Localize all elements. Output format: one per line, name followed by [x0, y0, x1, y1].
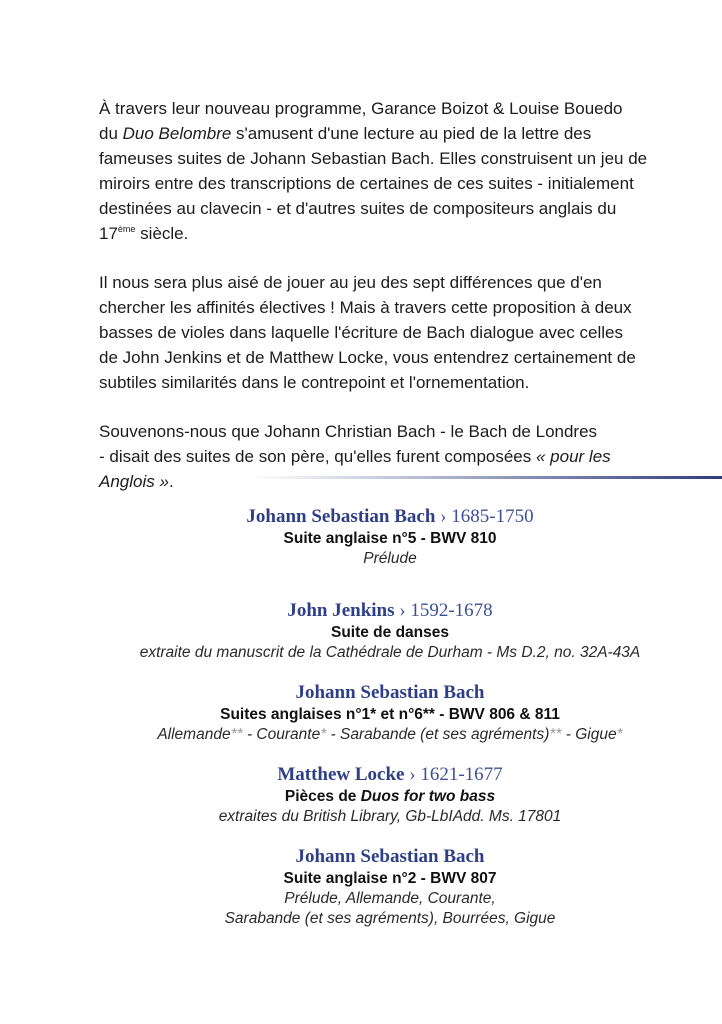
composer-heading: [60, 763, 720, 787]
text-line: [99, 444, 699, 469]
divider-line: [250, 476, 722, 479]
text-line: chercher les affinités électives ! Mais à travers cette proposition à deux: [99, 298, 632, 317]
program-item: [60, 763, 720, 827]
intro-paragraph-3: [99, 419, 699, 494]
work-title-part: Pièces de: [284, 788, 361, 805]
composer-name: Johann Sebastian Bach: [246, 506, 436, 527]
composer-heading: [60, 681, 720, 705]
text-line: Souvenons-nous que Johann Christian Bach - le Bach de Londres: [99, 422, 598, 441]
text-line: de John Jenkins et de Matthew Locke, vous entendrez certainement de: [99, 348, 636, 367]
text-run: .: [168, 472, 174, 491]
intro-paragraph-2: [99, 270, 699, 395]
composer-dates: 1621-1677: [420, 764, 503, 785]
movement: - Sarabande (et ses agréments): [326, 726, 550, 743]
ordinal-suffix: ème: [117, 224, 136, 234]
text-line: subtiles similarités dans le contrepoint et l'ornementation.: [99, 373, 530, 392]
work-title: [60, 787, 720, 807]
work-detail: extraites du British Library, Gb-LbIAdd. Ms. 17801: [218, 808, 562, 825]
work-detail: Sarabande (et ses agréments), Bourrées, Gigue: [224, 910, 556, 927]
composer-heading: [60, 599, 720, 623]
intro-text: [99, 96, 699, 518]
footnote-mark: **: [230, 726, 243, 743]
quote: Anglois »: [99, 472, 169, 491]
text-line: [99, 469, 699, 494]
work-detail: extraite du manuscrit de la Cathédrale de Durham - Ms D.2, no. 32A-43A: [139, 644, 641, 661]
program-list: [60, 505, 720, 947]
text-run: s'amusent d'une lecture au pied de la lettre des: [231, 124, 592, 143]
composer-heading: [60, 845, 720, 869]
text-line: [99, 121, 699, 146]
work-detail: [60, 725, 720, 745]
text-line: destinées au clavecin - et d'autres suites de compositeurs anglais du: [99, 199, 617, 218]
ensemble-name: Duo Belombre: [122, 124, 232, 143]
text-run: - disait des suites de son père, qu'elles furent composées: [99, 447, 536, 466]
text-line: basses de violes dans laquelle l'écriture de Bach dialogue avec celles: [99, 323, 623, 342]
work-title-italic: Duos for two bass: [360, 788, 496, 805]
quote: « pour les: [536, 447, 611, 466]
work-detail: Prélude: [363, 550, 417, 567]
program-item: [60, 845, 720, 929]
work-title: Suites anglaises n°1* et n°6** - BWV 806 & 811: [220, 706, 560, 723]
program-item: [60, 505, 720, 569]
work-title: Suite anglaise n°5 - BWV 810: [283, 530, 497, 547]
intro-paragraph-1: [99, 96, 699, 246]
footnote-mark: **: [549, 726, 562, 743]
work-title: Suite de danses: [330, 624, 449, 641]
movement: - Courante: [242, 726, 321, 743]
movement: - Gigue: [561, 726, 617, 743]
movement: Allemande: [157, 726, 231, 743]
composer-name: John Jenkins: [287, 600, 395, 621]
composer-dates: 1685-1750: [451, 506, 534, 527]
text-line: À travers leur nouveau programme, Garance Boizot & Louise Bouedo: [99, 99, 623, 118]
footnote-mark: *: [616, 726, 623, 743]
work-detail: Prélude, Allemande, Courante,: [284, 890, 496, 907]
composer-name: Johann Sebastian Bach: [295, 846, 485, 867]
separator-arrow: ›: [399, 600, 406, 621]
composer-heading: [60, 505, 720, 529]
text-line: [99, 221, 699, 246]
text-run: du: [99, 124, 123, 143]
separator-arrow: ›: [440, 506, 447, 527]
text-line: fameuses suites de Johann Sebastian Bach. Elles construisent un jeu de: [99, 149, 648, 168]
text-line: Il nous sera plus aisé de jouer au jeu des sept différences que d'en: [99, 273, 602, 292]
program-item: [60, 599, 720, 663]
composer-name: Matthew Locke: [277, 764, 405, 785]
program-item: [60, 681, 720, 745]
text-line: miroirs entre des transcriptions de certaines de ces suites - initialement: [99, 174, 634, 193]
composer-name: Johann Sebastian Bach: [295, 682, 485, 703]
century-number: 17: [99, 224, 118, 243]
text-run: siècle.: [135, 224, 189, 243]
composer-dates: 1592-1678: [410, 600, 493, 621]
footnote-mark: *: [320, 726, 327, 743]
separator-arrow: ›: [409, 764, 416, 785]
work-title: Suite anglaise n°2 - BWV 807: [283, 870, 497, 887]
